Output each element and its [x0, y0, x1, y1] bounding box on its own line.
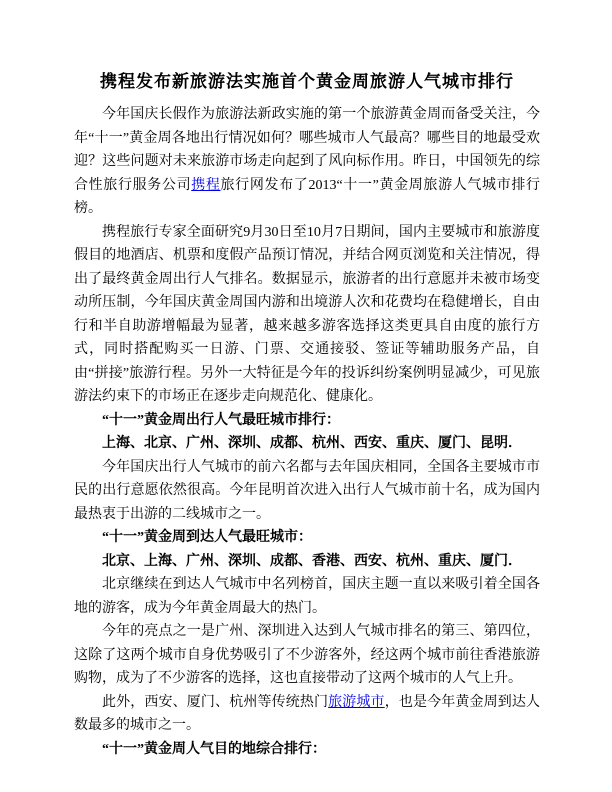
ctrip-link[interactable]: 携程 [191, 177, 221, 193]
travel-city-link[interactable]: 旅游城市 [328, 694, 385, 710]
paragraph-research: 携程旅行专家全面研究9月30日至10月7日期间，国内主要城市和旅游度假目的地酒店、机票和度假产品预订情况，并结合网页浏览和关注情况，得出了最终黄金周出行人气排名。数据显示，旅游者的出行意愿并未被市场变动所压制，今年国庆黄金周国内游和出境游人次和花费均在稳健增长，自由行和半自助游增幅最为显著，越来越多游客选择这类更具自由度的旅行方式，同时搭配购买一日游、门票、交通接驳、签证等辅助服务产品，自由“拼接”旅游行程。另外一大特征是今年的投诉纠纷案例明显减少，可见旅游法约束下的市场正在逐步走向规范化、健康化。 [74, 224, 540, 404]
intro-text-before-link: 今年国庆长假作为旅游法新政实施的第一个旅游黄金周而备受关注，今年“十一”黄金周各地出行情况如何？哪些城市人气最高？哪些目的地最受欢迎？这些问题对未来旅游市场走向起到了风向标作用。昨日，中国领先的综合性旅行服务公司 [74, 107, 540, 193]
other-text-after-link: ，也是今年黄金周到达人数最多的城市之一。 [74, 694, 541, 733]
arrival-cities-list: 北京、上海、广州、深圳、成都、香港、西安、杭州、重庆、厦门． [102, 553, 522, 569]
paragraph-arrival-highlight: 今年的亮点之一是广州、深圳进入达到人气城市排名的第三、第四位，这除了这两个城市自身优势吸引了不少游客外，经这两个城市前往香港旅游购物，成为了不少游客的选择，这也直接带动了这两个城市的人气上升。 [74, 624, 540, 686]
intro-text-after-link: 旅行网发布了2013“十一”黄金周旅游人气城市排行榜。 [74, 177, 540, 216]
heading-departure-ranking: “十一”黄金周出行人气最旺城市排行： [102, 412, 340, 428]
document-title: 携程发布新旅游法实施首个黄金周旅游人气城市排行 [100, 72, 514, 91]
other-text-before-link: 此外，西安、厦门、杭州等传统热门 [102, 694, 329, 710]
departure-cities-list: 上海、北京、广州、深圳、成都、杭州、西安、重庆、厦门、昆明． [102, 436, 522, 451]
paragraph-arrival-beijing: 北京继续在到达人气城市中名列榜首，国庆主题一直以来吸引着全国各地的游客，成为今年黄金周最大的热门。 [74, 577, 540, 616]
heading-comprehensive-ranking: “十一”黄金周人气目的地综合排行： [102, 741, 326, 757]
paragraph-intro [74, 103, 540, 221]
paragraph-departure-note: 今年国庆出行人气城市的前六名都与去年国庆相同，全国各主要城市市民的出行意愿依然很高。今年昆明首次进入出行人气城市前十名，成为国内最热衷于出游的二线城市之一。 [74, 459, 540, 522]
heading-arrival-ranking: “十一”黄金周到达人气最旺城市： [102, 530, 312, 545]
paragraph-arrival-other [74, 691, 540, 738]
